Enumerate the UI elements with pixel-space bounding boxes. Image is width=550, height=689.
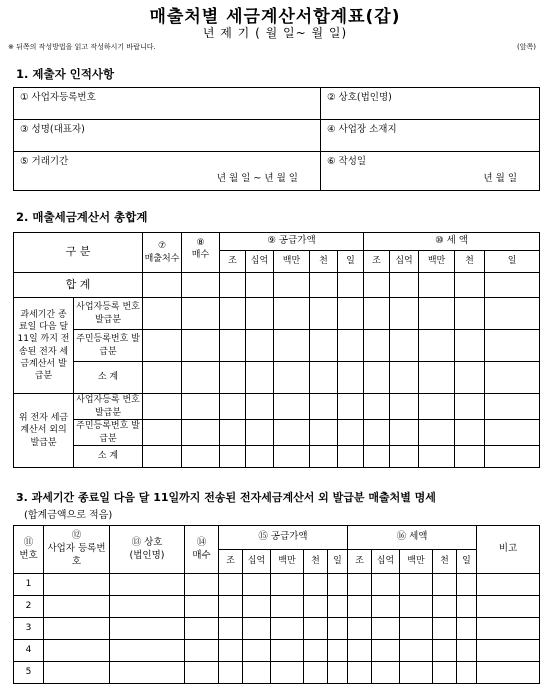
table-row (14, 362, 540, 394)
input-cell[interactable] (457, 662, 477, 684)
input-cell[interactable] (143, 330, 182, 362)
input-cell[interactable] (304, 596, 328, 618)
input-cell[interactable] (243, 618, 271, 640)
input-cell[interactable] (274, 394, 310, 420)
col-remarks: 비고 (477, 526, 540, 574)
input-cell[interactable] (348, 596, 372, 618)
input-cell[interactable] (182, 420, 220, 446)
input-cell[interactable] (400, 662, 433, 684)
input-cell[interactable] (419, 273, 455, 298)
digit-label: 일 (338, 251, 364, 273)
table-row (14, 618, 540, 640)
input-cell[interactable] (220, 330, 246, 362)
input-cell[interactable] (477, 662, 540, 684)
table-row (14, 640, 540, 662)
digit-label: 백만 (274, 251, 310, 273)
input-cell[interactable] (243, 640, 271, 662)
field-label: ④ 사업장 소재지 (327, 124, 397, 135)
row-label: 합 계 (14, 273, 143, 298)
col-business-number: ⑫ 사업자 등록번호 (44, 526, 110, 574)
input-cell[interactable] (419, 362, 455, 394)
digit-label: 일 (485, 251, 540, 273)
input-cell[interactable] (477, 574, 540, 596)
digit-label: 백만 (419, 251, 455, 273)
trade-period-field[interactable] (14, 152, 321, 191)
input-cell[interactable] (44, 596, 110, 618)
input-cell[interactable] (274, 362, 310, 394)
table-row (14, 446, 540, 468)
instruction-note: ※ 뒤쪽의 작성방법을 읽고 작성하시기 바랍니다. (8, 43, 156, 51)
input-cell[interactable] (304, 618, 328, 640)
digit-label: 천 (455, 251, 485, 273)
input-cell[interactable] (110, 596, 185, 618)
input-cell[interactable] (219, 574, 243, 596)
digit-label: 백만 (271, 550, 304, 574)
col-number: ⑪ 번호 (14, 526, 44, 574)
input-cell[interactable] (364, 394, 390, 420)
input-cell[interactable] (348, 574, 372, 596)
field-label: ③ 성명(대표자) (20, 124, 85, 135)
submitter-info-table (13, 87, 540, 191)
input-cell[interactable] (457, 574, 477, 596)
input-cell[interactable] (338, 273, 364, 298)
input-cell[interactable] (364, 330, 390, 362)
input-cell[interactable] (44, 662, 110, 684)
section3-subheading: (합계금액으로 적음) (24, 510, 113, 521)
input-cell[interactable] (400, 596, 433, 618)
input-cell[interactable] (274, 298, 310, 330)
input-cell[interactable] (390, 446, 419, 468)
digit-label: 일 (457, 550, 477, 574)
input-cell[interactable] (143, 362, 182, 394)
input-cell[interactable] (182, 273, 220, 298)
input-cell[interactable] (185, 596, 219, 618)
group-electronic-label: 과세기간 종료일 다음 달 11일 까지 전송된 전자 세금계산서 발급분 (14, 298, 74, 394)
input-cell[interactable] (44, 574, 110, 596)
input-cell[interactable] (304, 640, 328, 662)
input-cell[interactable] (419, 446, 455, 468)
input-cell[interactable] (274, 420, 310, 446)
section2-heading: 2. 매출세금계산서 총합계 (16, 210, 148, 224)
representative-field[interactable] (14, 120, 321, 152)
input-cell[interactable] (274, 273, 310, 298)
input-cell[interactable] (182, 394, 220, 420)
input-cell[interactable] (246, 330, 274, 362)
input-cell[interactable] (419, 298, 455, 330)
input-cell[interactable] (338, 362, 364, 394)
input-cell[interactable] (246, 446, 274, 468)
input-cell[interactable] (310, 273, 338, 298)
input-cell[interactable] (143, 273, 182, 298)
input-cell[interactable] (455, 420, 485, 446)
input-cell[interactable] (485, 273, 540, 298)
input-cell[interactable] (310, 446, 338, 468)
input-cell[interactable] (304, 574, 328, 596)
table-row (14, 394, 540, 420)
input-cell[interactable] (219, 596, 243, 618)
input-cell[interactable] (185, 618, 219, 640)
field-label: ② 상호(법인명) (327, 92, 392, 103)
table-row (14, 574, 540, 596)
field-label: ① 사업자등록번호 (20, 92, 96, 103)
input-cell[interactable] (220, 420, 246, 446)
row-number: 1 (14, 574, 44, 596)
input-cell[interactable] (485, 298, 540, 330)
input-cell[interactable] (243, 596, 271, 618)
input-cell[interactable] (372, 618, 400, 640)
input-cell[interactable] (364, 362, 390, 394)
digit-label: 십억 (246, 251, 274, 273)
input-cell[interactable] (364, 420, 390, 446)
group-other-label: 위 전자 세금계산서 외의 발급분 (14, 394, 74, 468)
col-company: ⑬ 상호 (법인명) (110, 526, 185, 574)
input-cell[interactable] (310, 420, 338, 446)
input-cell[interactable] (246, 394, 274, 420)
input-cell[interactable] (182, 298, 220, 330)
digit-label: 조 (364, 251, 390, 273)
input-cell[interactable] (455, 330, 485, 362)
page-side-label: (앞쪽) (517, 43, 536, 51)
input-cell[interactable] (419, 394, 455, 420)
input-cell[interactable] (433, 618, 457, 640)
field-label: ⑤ 거래기간 (20, 156, 69, 167)
input-cell[interactable] (271, 618, 304, 640)
digit-label: 십억 (390, 251, 419, 273)
input-cell[interactable] (110, 618, 185, 640)
digit-label: 천 (433, 550, 457, 574)
input-cell[interactable] (185, 574, 219, 596)
input-cell[interactable] (328, 574, 348, 596)
input-cell[interactable] (271, 640, 304, 662)
input-cell[interactable] (328, 662, 348, 684)
col-gubun: 구 분 (14, 233, 143, 273)
buyer-detail-table (13, 525, 540, 684)
input-cell[interactable] (348, 618, 372, 640)
input-cell[interactable] (372, 596, 400, 618)
company-name-field[interactable] (321, 88, 540, 120)
input-cell[interactable] (477, 618, 540, 640)
input-cell[interactable] (310, 298, 338, 330)
table-row (14, 330, 540, 362)
input-cell[interactable] (328, 596, 348, 618)
input-cell[interactable] (220, 394, 246, 420)
business-number-field[interactable] (14, 88, 321, 120)
input-cell[interactable] (390, 330, 419, 362)
input-cell[interactable] (143, 446, 182, 468)
input-cell[interactable] (419, 330, 455, 362)
input-cell[interactable] (433, 574, 457, 596)
input-cell[interactable] (110, 640, 185, 662)
input-cell[interactable] (271, 574, 304, 596)
sales-total-table (13, 232, 540, 468)
input-cell[interactable] (246, 362, 274, 394)
section3-heading: 3. 과세기간 종료일 다음 달 11일까지 전송된 전자세금계산서 외 발급분 매출처별 명세 (16, 491, 436, 504)
input-cell[interactable] (338, 446, 364, 468)
digit-label: 천 (310, 251, 338, 273)
digit-label: 십억 (372, 550, 400, 574)
input-cell[interactable] (143, 420, 182, 446)
trade-period-value: 년 월 일 ~ 년 월 일 (216, 172, 298, 184)
row-label: 소 계 (74, 446, 143, 468)
table-row (14, 298, 540, 330)
input-cell[interactable] (372, 662, 400, 684)
input-cell[interactable] (44, 640, 110, 662)
input-cell[interactable] (390, 273, 419, 298)
input-cell[interactable] (485, 394, 540, 420)
col-tax-amount: ⑯ 세액 (348, 526, 477, 550)
input-cell[interactable] (455, 394, 485, 420)
input-cell[interactable] (328, 618, 348, 640)
input-cell[interactable] (338, 394, 364, 420)
input-cell[interactable] (485, 446, 540, 468)
input-cell[interactable] (219, 640, 243, 662)
input-cell[interactable] (338, 420, 364, 446)
section1-heading: 1. 제출자 인적사항 (16, 67, 115, 81)
digit-label: 십억 (243, 550, 271, 574)
input-cell[interactable] (310, 394, 338, 420)
input-cell[interactable] (274, 446, 310, 468)
input-cell[interactable] (219, 618, 243, 640)
input-cell[interactable] (433, 596, 457, 618)
input-cell[interactable] (372, 574, 400, 596)
input-cell[interactable] (400, 640, 433, 662)
input-cell[interactable] (185, 640, 219, 662)
input-cell[interactable] (44, 618, 110, 640)
input-cell[interactable] (485, 362, 540, 394)
digit-label: 조 (219, 550, 243, 574)
digit-label: 일 (328, 550, 348, 574)
input-cell[interactable] (400, 618, 433, 640)
input-cell[interactable] (419, 420, 455, 446)
input-cell[interactable] (143, 298, 182, 330)
input-cell[interactable] (220, 298, 246, 330)
col-sheets: ⑭ 매수 (185, 526, 219, 574)
row-label: 사업자등록 번호 발급분 (74, 298, 143, 330)
input-cell[interactable] (328, 640, 348, 662)
input-cell[interactable] (185, 662, 219, 684)
input-cell[interactable] (348, 640, 372, 662)
input-cell[interactable] (390, 298, 419, 330)
row-label: 사업자등록 번호 발급분 (74, 394, 143, 420)
digit-label: 천 (304, 550, 328, 574)
input-cell[interactable] (364, 446, 390, 468)
input-cell[interactable] (457, 618, 477, 640)
input-cell[interactable] (390, 420, 419, 446)
col-supply-amount: ⑨ 공급가액 (220, 233, 364, 251)
input-cell[interactable] (455, 273, 485, 298)
input-cell[interactable] (271, 596, 304, 618)
digit-label: 조 (348, 550, 372, 574)
input-cell[interactable] (338, 330, 364, 362)
col-tax-amount: ⑩ 세 액 (364, 233, 540, 251)
input-cell[interactable] (220, 446, 246, 468)
address-field[interactable] (321, 120, 540, 152)
input-cell[interactable] (182, 446, 220, 468)
input-cell[interactable] (485, 330, 540, 362)
digit-label: 백만 (400, 550, 433, 574)
input-cell[interactable] (143, 394, 182, 420)
input-cell[interactable] (455, 362, 485, 394)
form-title: 매출처별 세금계산서합계표(갑) (149, 7, 401, 27)
input-cell[interactable] (433, 662, 457, 684)
input-cell[interactable] (243, 662, 271, 684)
col-sheet-count: ⑧ 매수 (182, 233, 220, 273)
input-cell[interactable] (457, 596, 477, 618)
input-cell[interactable] (485, 420, 540, 446)
input-cell[interactable] (364, 273, 390, 298)
input-cell[interactable] (304, 662, 328, 684)
input-cell[interactable] (182, 330, 220, 362)
row-label: 주민등록번호 발급분 (74, 420, 143, 446)
table-row (14, 662, 540, 684)
col-supply-amount: ⑮ 공급가액 (219, 526, 348, 550)
input-cell[interactable] (220, 273, 246, 298)
row-number: 5 (14, 662, 44, 684)
input-cell[interactable] (372, 640, 400, 662)
row-label: 주민등록번호 발급분 (74, 330, 143, 362)
input-cell[interactable] (271, 662, 304, 684)
form-subtitle: 년 제 기 ( 월 일~ 월 일) (202, 26, 348, 40)
input-cell[interactable] (477, 596, 540, 618)
input-cell[interactable] (310, 330, 338, 362)
input-cell[interactable] (246, 298, 274, 330)
table-row (14, 596, 540, 618)
input-cell[interactable] (220, 362, 246, 394)
input-cell[interactable] (400, 574, 433, 596)
table-row (14, 420, 540, 446)
input-cell[interactable] (246, 420, 274, 446)
input-cell[interactable] (243, 574, 271, 596)
input-cell[interactable] (310, 362, 338, 394)
written-date-value: 년 월 일 (483, 172, 517, 184)
row-number: 4 (14, 640, 44, 662)
input-cell[interactable] (455, 446, 485, 468)
input-cell[interactable] (390, 362, 419, 394)
input-cell[interactable] (455, 298, 485, 330)
input-cell[interactable] (246, 273, 274, 298)
digit-label: 조 (220, 251, 246, 273)
input-cell[interactable] (274, 330, 310, 362)
row-label: 소 계 (74, 362, 143, 394)
total-row (14, 273, 540, 298)
input-cell[interactable] (219, 662, 243, 684)
input-cell[interactable] (457, 640, 477, 662)
input-cell[interactable] (433, 640, 457, 662)
input-cell[interactable] (390, 394, 419, 420)
input-cell[interactable] (364, 298, 390, 330)
col-buyer-count: ⑦ 매출처수 (143, 233, 182, 273)
row-number: 3 (14, 618, 44, 640)
row-number: 2 (14, 596, 44, 618)
input-cell[interactable] (110, 662, 185, 684)
input-cell[interactable] (348, 662, 372, 684)
written-date-field[interactable] (321, 152, 540, 191)
input-cell[interactable] (338, 298, 364, 330)
input-cell[interactable] (110, 574, 185, 596)
field-label: ⑥ 작성일 (327, 156, 367, 167)
input-cell[interactable] (182, 362, 220, 394)
input-cell[interactable] (477, 640, 540, 662)
